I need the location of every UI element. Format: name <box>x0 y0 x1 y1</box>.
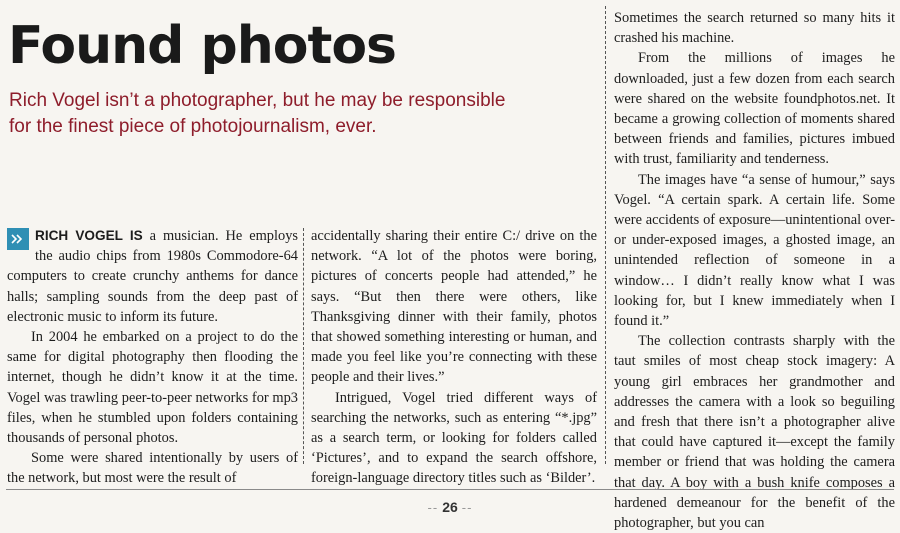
lead-paragraph-text: a musician. He employs the audio chips from 1980s Commodore-64 computers to create crunchy anthems for dance halls; sampling sounds from the deep past of electronic music to inform its future. <box>7 228 298 325</box>
footer-rule <box>6 489 894 490</box>
lead-paragraph <box>7 226 298 327</box>
body-paragraph: Intrigued, Vogel tried different ways of searching the networks, such as entering “*.jpg” as a search term, or looking for folders called ‘Pictures’, and to expand the search offshore, foreign-language directory titles such as ‘Bilder’. <box>311 389 597 487</box>
body-paragraph: The collection contrasts sharply with the taut smiles of most cheap stock imagery: A young girl embraces her grandmother and addresses the camera with a look so beguiling and fresh that there isn’t a photographer alive that could have captured it—except the family member or friend that was holding the camera that day. A boy with a bush knife composes a hardened demeanour for the benefit of the photographer, but you can <box>614 333 895 532</box>
column-1 <box>7 226 298 489</box>
column-3 <box>614 8 895 533</box>
page-folio <box>0 499 900 515</box>
column-divider-right <box>605 6 606 464</box>
folio-dash-right: -- <box>461 500 473 515</box>
double-chevron-right-icon <box>7 228 29 250</box>
folio-dash-left: -- <box>427 500 439 515</box>
body-paragraph: Sometimes the search returned so many hits it crashed his machine. <box>614 10 895 47</box>
standfirst: Rich Vogel isn’t a photographer, but he may be responsible for the finest piece of photojournalism, ever. <box>9 90 506 137</box>
body-paragraph: In 2004 he embarked on a project to do the same for digital photography then flooding the internet, though he didn’t know it at the time. Vogel was trawling peer-to-peer networks for mp3 files, when he stumbled upon folders containing thousands of personal photos. <box>7 329 298 447</box>
body-paragraph: accidentally sharing their entire C:/ drive on the network. “A lot of the photos were boring, pictures of concerts people had attended,” he says. “But then there were others, like Thanksgiving dinner with their family, photos that showed something interesting or human, and made you feel like you’re connecting with these people and their lives.” <box>311 228 597 386</box>
run-in-heading: RICH VOGEL IS <box>35 228 143 243</box>
body-paragraph: From the millions of images he downloaded, just a few dozen from each search were shared on the website foundphotos.net. It became a growing collection of moments shared between friends and families, pictures imbued with trust, familiarity and tenderness. <box>614 50 895 168</box>
page-number: 26 <box>442 499 458 515</box>
body-paragraph: The images have “a sense of humour,” says Vogel. “A certain spark. A certain life. Some were accidents of exposure—unintentional over- or under-exposed images, a ghosted image, an unintended reflection of someone in a window… I didn’t really know what I was looking for, but I knew immediately when I found it.” <box>614 171 895 330</box>
column-2 <box>311 226 597 489</box>
column-divider-left <box>303 228 304 464</box>
headline: Found photos <box>8 16 397 76</box>
body-paragraph: Some were shared intentionally by users of the network, but most were the result of <box>7 450 298 487</box>
